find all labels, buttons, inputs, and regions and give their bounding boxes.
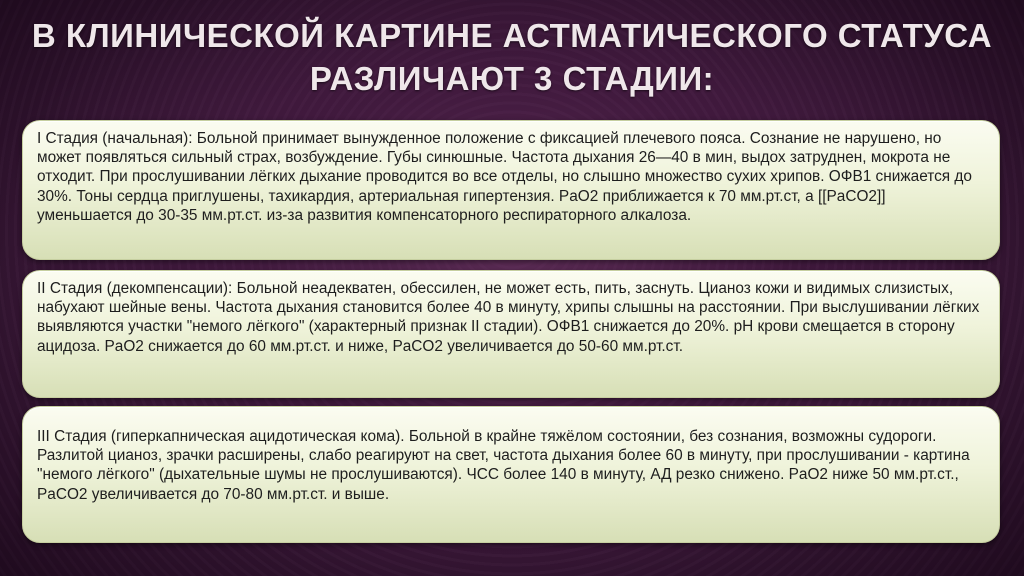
stage-1-box xyxy=(22,120,1000,260)
stage-1-text: I Стадия (начальная): Больной принимает вынужденное положение с фиксацией плечевого пояса. Сознание не нарушено, но может появляться сильный страх, возбуждение. Губы синюшные. Частота дыхания 26—40 в мин, выдох затруднен, мокрота не отходит. При прослушивании лёгких дыхание проводится во все отделы, но слышно множество сухих хрипов. ОФВ1 снижается до 30%. Тоны сердца приглушены, тахикардия, артериальная гипертензия. PaO2 приближается к 70 мм.рт.ст, а [[PaCO2]] уменьшается до 30-35 мм.рт.ст. из-за развития компенсаторного респираторного алкалоза. xyxy=(37,130,972,224)
stage-3-text: III Стадия (гиперкапническая ацидотическая кома). Больной в крайне тяжёлом состоянии, без сознания, возможны судороги. Разлитой цианоз, зрачки расширены, слабо реагируют на свет, частота дыхания более 60 в минуту, при прослушивании - картина "немого лёгкого" (дыхательные шумы не прослушиваются). ЧСС более 140 в минуту, АД резко снижено. PaO2 ниже 50 мм.рт.ст., PaCO2 увеличивается до 70-80 мм.рт.ст. и выше. xyxy=(37,428,970,503)
slide-title: В КЛИНИЧЕСКОЙ КАРТИНЕ АСТМАТИЧЕСКОГО СТАТУСА РАЗЛИЧАЮТ 3 СТАДИИ: xyxy=(31,17,993,97)
stage-2-text: II Стадия (декомпенсации): Больной неадекватен, обессилен, не может есть, пить, заснуть. Цианоз кожи и видимых слизистых, набухают шейные вены. Частота дыхания становится более 40 в минуту, хрипы слышны на расстоянии. При выслушивании лёгких выявляются участки "немого лёгкого" (характерный признак II стадии). ОФВ1 снижается до 20%. pH крови смещается в сторону ацидоза. PaO2 снижается до 60 мм.рт.ст. и ниже, PaCO2 увеличивается до 50-60 мм.рт.ст. xyxy=(37,280,980,355)
stage-2-box xyxy=(22,270,1000,398)
stage-3-box xyxy=(22,406,1000,543)
